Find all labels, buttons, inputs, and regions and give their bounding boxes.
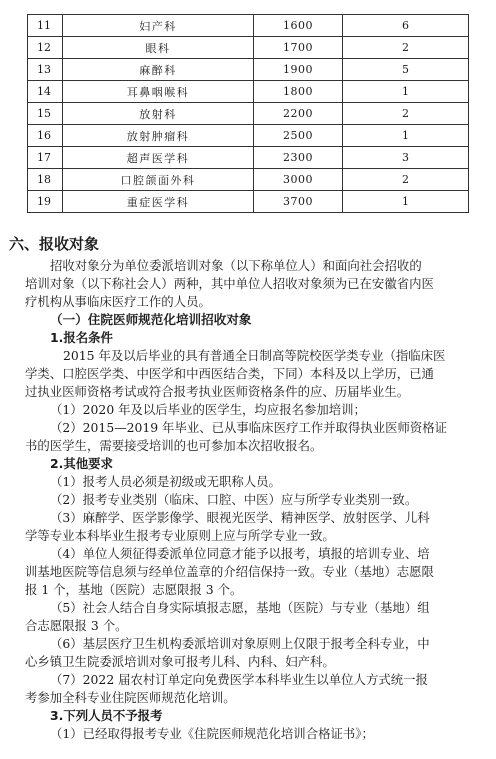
count-cell: 1 bbox=[343, 81, 469, 103]
table-body bbox=[28, 15, 469, 213]
quota-cell: 2200 bbox=[254, 103, 343, 125]
table-row bbox=[28, 103, 469, 125]
count-cell: 2 bbox=[343, 169, 469, 191]
count-cell: 5 bbox=[343, 59, 469, 81]
quota-cell: 1600 bbox=[254, 15, 343, 37]
row-number-cell: 11 bbox=[28, 15, 63, 37]
specialty-name-cell: 重症医学科 bbox=[63, 191, 254, 213]
item-2-para-5-line-1: （5）社会人结合自身实际填报志愿，基地（医院）与专业（基地）组 bbox=[50, 600, 430, 615]
item-2-para-6-line-2: 心乡镇卫生院委派培训对象可报考儿科、内科、妇产科。 bbox=[25, 654, 335, 669]
specialty-name-cell: 放射肿瘤科 bbox=[63, 125, 254, 147]
item-2-para-7-line-1: （7）2022 届农村订单定向免费医学本科毕业生以单位人方式统一报 bbox=[50, 672, 428, 687]
item-2-para-4-line-2: 训基地医院等信息须与经单位盖章的介绍信保持一致。专业（基地）志愿限 bbox=[25, 564, 434, 579]
item-1-para-3-line-2: 书的医学生，需要接受培训的也可参加本次招收报名。 bbox=[25, 438, 323, 453]
count-cell: 2 bbox=[343, 37, 469, 59]
item-2-para-3-line-1: （3）麻醉学、医学影像学、眼视光医学、精神医学、放射医学、儿科 bbox=[50, 510, 430, 525]
item-1-para-3-line-1: （2）2015—2019 年毕业、已从事临床医疗工作并取得执业医师资格证 bbox=[50, 420, 448, 435]
item-1-para-1-line-3: 过执业医师资格考试或符合报考执业医师资格条件的应、历届毕业生。 bbox=[25, 384, 410, 399]
row-number-cell: 19 bbox=[28, 191, 63, 213]
quota-cell: 2500 bbox=[254, 125, 343, 147]
row-number-cell: 18 bbox=[28, 169, 63, 191]
item-1-para-1-line-1: 2015 年及以后毕业的具有普通全日制高等院校医学类专业（指临床医 bbox=[63, 348, 446, 363]
specialty-name-cell: 妇产科 bbox=[63, 15, 254, 37]
row-number-cell: 17 bbox=[28, 147, 63, 169]
item-2-para-4-line-1: （4）单位人须征得委派单位同意才能予以报考，填报的培训专业、培 bbox=[50, 546, 430, 561]
item-2-title: 2.其他要求 bbox=[50, 456, 113, 471]
item-2-para-3-line-2: 学等专业本科毕业生报考专业原则上应与所学专业一致。 bbox=[25, 528, 335, 543]
item-1-para-1-line-2: 学类、口腔医学类、中医学和中西医结合类，下同）本科及以上学历，已通 bbox=[25, 366, 434, 381]
table-row bbox=[28, 147, 469, 169]
count-cell: 2 bbox=[343, 103, 469, 125]
specialty-name-cell: 超声医学科 bbox=[63, 147, 254, 169]
table-row bbox=[28, 81, 469, 103]
table-row bbox=[28, 169, 469, 191]
quota-cell: 3000 bbox=[254, 169, 343, 191]
table-row bbox=[28, 37, 469, 59]
item-2-para-7-line-2: 考参加全科专业住院医师规范化培训。 bbox=[25, 690, 236, 705]
quota-cell: 1900 bbox=[254, 59, 343, 81]
count-cell: 1 bbox=[343, 191, 469, 213]
specialty-quota-table bbox=[27, 14, 469, 213]
item-2-para-1: （1）报考人员必须是初级或无职称人员。 bbox=[50, 474, 281, 489]
row-number-cell: 12 bbox=[28, 37, 63, 59]
item-1-para-2: （1）2020 年及以后毕业的医学生，均应报名参加培训； bbox=[50, 402, 366, 417]
specialty-name-cell: 眼科 bbox=[63, 37, 254, 59]
specialty-name-cell: 麻醉科 bbox=[63, 59, 254, 81]
count-cell: 1 bbox=[343, 125, 469, 147]
section-6-title: 六、报收对象 bbox=[9, 235, 100, 253]
table-row bbox=[28, 191, 469, 213]
table-row bbox=[28, 125, 469, 147]
row-number-cell: 16 bbox=[28, 125, 63, 147]
count-cell: 6 bbox=[343, 15, 469, 37]
quota-cell: 1700 bbox=[254, 37, 343, 59]
specialty-name-cell: 放射科 bbox=[63, 103, 254, 125]
item-2-para-6-line-1: （6）基层医疗卫生机构委派培训对象原则上仅限于报考全科专业，中 bbox=[50, 636, 430, 651]
count-cell: 3 bbox=[343, 147, 469, 169]
item-3-para-1: （1）已经取得报考专业《住院医师规范化培训合格证书》； bbox=[50, 726, 374, 741]
item-3-title: 3.下列人员不予报考 bbox=[50, 708, 163, 723]
table-row bbox=[28, 59, 469, 81]
table-row bbox=[28, 15, 469, 37]
intro-line-1: 招收对象分为单位委派培训对象（以下称单位人）和面向社会招收的 bbox=[50, 258, 422, 273]
quota-cell: 3700 bbox=[254, 191, 343, 213]
item-1-title: 1.报名条件 bbox=[50, 330, 113, 345]
item-2-para-2: （2）报考专业类别（临床、口腔、中医）应与所学专业类别一致。 bbox=[50, 492, 418, 507]
row-number-cell: 15 bbox=[28, 103, 63, 125]
item-2-para-5-line-2: 合志愿限报 3 个。 bbox=[25, 618, 128, 633]
subsection-1-title: （一）住院医师规范化培训招收对象 bbox=[50, 312, 252, 327]
intro-line-2: 培训对象（以下称社会人）两种，其中单位人招收对象须为已在安徽省内医 bbox=[25, 276, 434, 291]
quota-cell: 2300 bbox=[254, 147, 343, 169]
specialty-name-cell: 耳鼻咽喉科 bbox=[63, 81, 254, 103]
item-2-para-4-line-3: 报 1 个，基地（医院）志愿限报 3 个。 bbox=[25, 582, 243, 597]
row-number-cell: 13 bbox=[28, 59, 63, 81]
row-number-cell: 14 bbox=[28, 81, 63, 103]
intro-line-3: 疗机构从事临床医疗工作的人员。 bbox=[25, 294, 211, 309]
specialty-name-cell: 口腔颌面外科 bbox=[63, 169, 254, 191]
quota-cell: 1800 bbox=[254, 81, 343, 103]
